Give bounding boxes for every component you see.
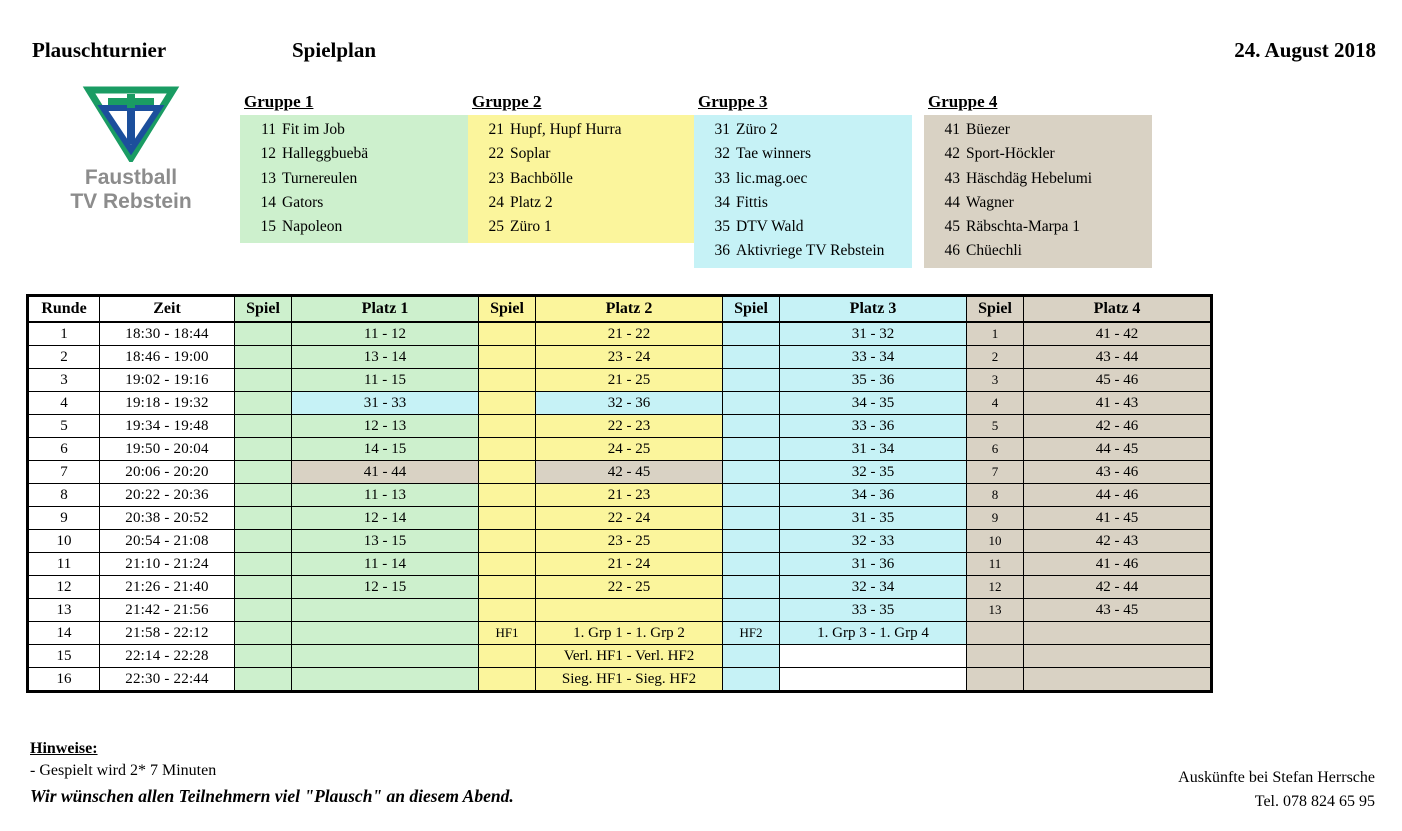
table-row bbox=[28, 599, 1212, 622]
cell-zeit: 19:18 - 19:32 bbox=[100, 392, 235, 415]
team-name: Hupf, Hupf Hurra bbox=[510, 121, 622, 138]
cell-spiel-1 bbox=[235, 668, 292, 692]
team-name: Halleggbuebä bbox=[282, 145, 369, 163]
cell-runde: 8 bbox=[28, 484, 100, 507]
team-name: Bachbölle bbox=[510, 169, 573, 187]
list-item bbox=[694, 118, 912, 142]
cell-platz-1 bbox=[292, 599, 479, 622]
col-header-platz-3: Platz 3 bbox=[780, 296, 967, 323]
club-name-line2: TV Rebstein bbox=[70, 189, 192, 213]
cell-spiel-2 bbox=[479, 668, 536, 692]
page-date: 24. August 2018 bbox=[1234, 38, 1376, 62]
notes-line: - Gespielt wird 2* 7 Minuten bbox=[30, 762, 217, 779]
cell-platz-3: 33 - 36 bbox=[780, 415, 967, 438]
cell-platz-1: 11 - 12 bbox=[292, 322, 479, 346]
table-row bbox=[28, 484, 1212, 507]
cell-spiel-1 bbox=[235, 322, 292, 346]
list-item bbox=[924, 167, 1152, 191]
page-title: Spielplan bbox=[292, 38, 377, 62]
cell-zeit: 22:14 - 22:28 bbox=[100, 645, 235, 668]
col-header-platz-1: Platz 1 bbox=[292, 296, 479, 323]
team-name: Züro 1 bbox=[510, 218, 552, 236]
team-number: 22 bbox=[488, 145, 504, 163]
contact-block bbox=[1178, 766, 1375, 814]
cell-platz-1: 12 - 15 bbox=[292, 576, 479, 599]
cell-runde: 11 bbox=[28, 553, 100, 576]
team-name: Platz 2 bbox=[510, 193, 553, 211]
cell-spiel-4: 6 bbox=[967, 438, 1024, 461]
team-number: 13 bbox=[260, 169, 276, 187]
cell-spiel-2 bbox=[479, 530, 536, 553]
cell-spiel-2 bbox=[479, 576, 536, 599]
table-row bbox=[28, 461, 1212, 484]
cell-spiel-2: HF1 bbox=[479, 622, 536, 645]
cell-platz-4 bbox=[1024, 668, 1212, 692]
schedule-body bbox=[28, 322, 1212, 692]
cell-spiel-3 bbox=[723, 438, 780, 461]
table-header-row bbox=[28, 296, 1212, 323]
cell-platz-3: 34 - 36 bbox=[780, 484, 967, 507]
team-name: Sport-Höckler bbox=[966, 145, 1055, 163]
team-name: lic.mag.oec bbox=[736, 169, 808, 187]
list-item bbox=[924, 142, 1152, 166]
list-item bbox=[924, 118, 1152, 142]
page-header bbox=[0, 38, 1402, 74]
cell-runde: 4 bbox=[28, 392, 100, 415]
table-row bbox=[28, 346, 1212, 369]
cell-runde: 2 bbox=[28, 346, 100, 369]
col-header-spiel-4: Spiel bbox=[967, 296, 1024, 323]
cell-platz-2: 21 - 25 bbox=[536, 369, 723, 392]
cell-spiel-2 bbox=[479, 392, 536, 415]
list-item bbox=[694, 191, 912, 215]
cell-platz-2 bbox=[536, 599, 723, 622]
cell-spiel-4: 4 bbox=[967, 392, 1024, 415]
group-1-title: Gruppe 1 bbox=[244, 92, 314, 111]
team-number: 34 bbox=[714, 193, 730, 211]
col-header-spiel-3: Spiel bbox=[723, 296, 780, 323]
list-item bbox=[468, 167, 696, 191]
col-header-platz-4: Platz 4 bbox=[1024, 296, 1212, 323]
cell-spiel-1 bbox=[235, 392, 292, 415]
cell-runde: 14 bbox=[28, 622, 100, 645]
cell-spiel-2 bbox=[479, 553, 536, 576]
list-item bbox=[694, 142, 912, 166]
cell-spiel-1 bbox=[235, 622, 292, 645]
team-number: 45 bbox=[944, 218, 960, 236]
team-name: Wagner bbox=[966, 193, 1014, 211]
club-logo bbox=[36, 84, 226, 213]
list-item bbox=[694, 167, 912, 191]
cell-spiel-3 bbox=[723, 553, 780, 576]
team-number: 36 bbox=[714, 242, 730, 260]
cell-spiel-4: 12 bbox=[967, 576, 1024, 599]
list-item bbox=[240, 191, 468, 215]
cell-platz-1 bbox=[292, 645, 479, 668]
team-number: 24 bbox=[488, 193, 504, 211]
schedule-head bbox=[28, 296, 1212, 323]
cell-spiel-3 bbox=[723, 668, 780, 692]
cell-spiel-1 bbox=[235, 576, 292, 599]
cell-platz-2: 1. Grp 1 - 1. Grp 2 bbox=[536, 622, 723, 645]
team-name: Fit im Job bbox=[282, 121, 345, 138]
list-item bbox=[240, 118, 468, 142]
cell-spiel-4: 2 bbox=[967, 346, 1024, 369]
cell-platz-2: 24 - 25 bbox=[536, 438, 723, 461]
cell-runde: 1 bbox=[28, 322, 100, 346]
cell-zeit: 19:02 - 19:16 bbox=[100, 369, 235, 392]
cell-platz-2: 22 - 23 bbox=[536, 415, 723, 438]
cell-platz-1: 13 - 15 bbox=[292, 530, 479, 553]
cell-runde: 16 bbox=[28, 668, 100, 692]
cell-platz-4: 41 - 42 bbox=[1024, 322, 1212, 346]
cell-spiel-4: 1 bbox=[967, 322, 1024, 346]
cell-spiel-1 bbox=[235, 438, 292, 461]
cell-platz-3 bbox=[780, 645, 967, 668]
cell-platz-3: 1. Grp 3 - 1. Grp 4 bbox=[780, 622, 967, 645]
team-number: 14 bbox=[260, 193, 276, 211]
cell-spiel-1 bbox=[235, 369, 292, 392]
cell-platz-1: 31 - 33 bbox=[292, 392, 479, 415]
team-number: 12 bbox=[260, 145, 276, 163]
cell-spiel-2 bbox=[479, 461, 536, 484]
cell-platz-4: 42 - 43 bbox=[1024, 530, 1212, 553]
cell-spiel-1 bbox=[235, 346, 292, 369]
cell-platz-4: 45 - 46 bbox=[1024, 369, 1212, 392]
cell-platz-3: 32 - 35 bbox=[780, 461, 967, 484]
table-row bbox=[28, 645, 1212, 668]
team-name: Büezer bbox=[966, 121, 1010, 138]
schedule-table bbox=[26, 294, 1213, 693]
cell-platz-1: 12 - 13 bbox=[292, 415, 479, 438]
team-number: 25 bbox=[488, 218, 504, 236]
cell-platz-2: 22 - 24 bbox=[536, 507, 723, 530]
contact-phone: Tel. 078 824 65 95 bbox=[1254, 793, 1375, 810]
cell-runde: 13 bbox=[28, 599, 100, 622]
cell-spiel-1 bbox=[235, 415, 292, 438]
cell-platz-1: 11 - 13 bbox=[292, 484, 479, 507]
col-header-spiel-2: Spiel bbox=[479, 296, 536, 323]
cell-zeit: 19:50 - 20:04 bbox=[100, 438, 235, 461]
col-header-spiel-1: Spiel bbox=[235, 296, 292, 323]
list-item bbox=[240, 215, 468, 239]
cell-spiel-4: 7 bbox=[967, 461, 1024, 484]
cell-spiel-3 bbox=[723, 576, 780, 599]
cell-platz-1 bbox=[292, 622, 479, 645]
cell-platz-2: 32 - 36 bbox=[536, 392, 723, 415]
cell-zeit: 21:42 - 21:56 bbox=[100, 599, 235, 622]
group-1 bbox=[240, 92, 468, 243]
cell-spiel-3 bbox=[723, 322, 780, 346]
group-2-title: Gruppe 2 bbox=[472, 92, 542, 111]
cell-spiel-4: 9 bbox=[967, 507, 1024, 530]
cell-spiel-2 bbox=[479, 369, 536, 392]
cell-platz-3: 35 - 36 bbox=[780, 369, 967, 392]
team-name: Züro 2 bbox=[736, 121, 778, 138]
col-header-runde: Runde bbox=[28, 296, 100, 323]
cell-spiel-3 bbox=[723, 392, 780, 415]
cell-platz-2: 23 - 25 bbox=[536, 530, 723, 553]
table-row bbox=[28, 438, 1212, 461]
group-4 bbox=[924, 92, 1152, 268]
cell-platz-3: 32 - 33 bbox=[780, 530, 967, 553]
team-number: 44 bbox=[944, 193, 960, 211]
cell-zeit: 18:46 - 19:00 bbox=[100, 346, 235, 369]
table-row bbox=[28, 576, 1212, 599]
cell-spiel-2 bbox=[479, 346, 536, 369]
cell-platz-2: 23 - 24 bbox=[536, 346, 723, 369]
cell-spiel-2 bbox=[479, 645, 536, 668]
cell-runde: 15 bbox=[28, 645, 100, 668]
cell-spiel-2 bbox=[479, 438, 536, 461]
list-item bbox=[694, 215, 912, 239]
cell-platz-4: 42 - 46 bbox=[1024, 415, 1212, 438]
table-row bbox=[28, 415, 1212, 438]
cell-runde: 9 bbox=[28, 507, 100, 530]
table-row bbox=[28, 369, 1212, 392]
cell-platz-4 bbox=[1024, 645, 1212, 668]
list-item bbox=[694, 239, 912, 263]
team-number: 23 bbox=[488, 169, 504, 187]
table-row bbox=[28, 392, 1212, 415]
list-item bbox=[468, 142, 696, 166]
cell-zeit: 20:06 - 20:20 bbox=[100, 461, 235, 484]
cell-runde: 3 bbox=[28, 369, 100, 392]
cell-spiel-1 bbox=[235, 553, 292, 576]
group-3 bbox=[694, 92, 922, 268]
cell-platz-4 bbox=[1024, 622, 1212, 645]
group-2 bbox=[468, 92, 696, 243]
club-name bbox=[36, 166, 226, 213]
team-number: 32 bbox=[714, 145, 730, 163]
cell-spiel-1 bbox=[235, 645, 292, 668]
cell-zeit: 21:26 - 21:40 bbox=[100, 576, 235, 599]
cell-spiel-1 bbox=[235, 484, 292, 507]
cell-runde: 5 bbox=[28, 415, 100, 438]
cell-zeit: 20:54 - 21:08 bbox=[100, 530, 235, 553]
cell-spiel-3 bbox=[723, 484, 780, 507]
group-1-list bbox=[240, 115, 468, 243]
table-row bbox=[28, 322, 1212, 346]
cell-platz-2: 21 - 24 bbox=[536, 553, 723, 576]
cell-spiel-4: 5 bbox=[967, 415, 1024, 438]
cell-spiel-4: 13 bbox=[967, 599, 1024, 622]
cell-spiel-4: 3 bbox=[967, 369, 1024, 392]
cell-runde: 10 bbox=[28, 530, 100, 553]
cell-platz-1: 14 - 15 bbox=[292, 438, 479, 461]
team-number: 42 bbox=[944, 145, 960, 163]
cell-spiel-4 bbox=[967, 645, 1024, 668]
cell-platz-4: 44 - 45 bbox=[1024, 438, 1212, 461]
cell-spiel-1 bbox=[235, 599, 292, 622]
list-item bbox=[924, 239, 1152, 263]
cell-spiel-3 bbox=[723, 369, 780, 392]
cell-platz-2: 21 - 22 bbox=[536, 322, 723, 346]
table-row bbox=[28, 668, 1212, 692]
cell-platz-1: 11 - 14 bbox=[292, 553, 479, 576]
list-item bbox=[468, 118, 696, 142]
cell-spiel-2 bbox=[479, 415, 536, 438]
cell-platz-4: 43 - 46 bbox=[1024, 461, 1212, 484]
team-number: 21 bbox=[488, 121, 504, 138]
team-number: 41 bbox=[944, 121, 960, 138]
cell-platz-4: 43 - 45 bbox=[1024, 599, 1212, 622]
table-row bbox=[28, 507, 1212, 530]
cell-platz-2: Sieg. HF1 - Sieg. HF2 bbox=[536, 668, 723, 692]
team-number: 46 bbox=[944, 242, 960, 260]
team-number: 43 bbox=[944, 169, 960, 187]
team-name: Aktivriege TV Rebstein bbox=[736, 242, 885, 260]
cell-zeit: 20:22 - 20:36 bbox=[100, 484, 235, 507]
cell-zeit: 21:58 - 22:12 bbox=[100, 622, 235, 645]
cell-spiel-3: HF2 bbox=[723, 622, 780, 645]
cell-platz-1: 41 - 44 bbox=[292, 461, 479, 484]
cell-runde: 12 bbox=[28, 576, 100, 599]
list-item bbox=[468, 215, 696, 239]
cell-platz-4: 41 - 46 bbox=[1024, 553, 1212, 576]
team-number: 11 bbox=[261, 121, 276, 138]
faustball-logo-icon bbox=[81, 84, 181, 162]
group-4-list bbox=[924, 115, 1152, 268]
cell-platz-3: 33 - 35 bbox=[780, 599, 967, 622]
table-row bbox=[28, 553, 1212, 576]
cell-zeit: 22:30 - 22:44 bbox=[100, 668, 235, 692]
cell-spiel-2 bbox=[479, 322, 536, 346]
cell-spiel-1 bbox=[235, 507, 292, 530]
team-name: Turnereulen bbox=[282, 169, 358, 187]
cell-spiel-3 bbox=[723, 530, 780, 553]
team-name: DTV Wald bbox=[736, 218, 804, 236]
cell-platz-3: 31 - 32 bbox=[780, 322, 967, 346]
team-name: Napoleon bbox=[282, 218, 343, 236]
wish-line: Wir wünschen allen Teilnehmern viel "Plausch" an diesem Abend. bbox=[30, 786, 514, 806]
cell-platz-4: 41 - 43 bbox=[1024, 392, 1212, 415]
cell-platz-4: 44 - 46 bbox=[1024, 484, 1212, 507]
cell-platz-3: 34 - 35 bbox=[780, 392, 967, 415]
list-item bbox=[468, 191, 696, 215]
cell-platz-4: 42 - 44 bbox=[1024, 576, 1212, 599]
team-name: Soplar bbox=[510, 145, 551, 163]
cell-platz-3: 32 - 34 bbox=[780, 576, 967, 599]
cell-zeit: 19:34 - 19:48 bbox=[100, 415, 235, 438]
cell-spiel-4 bbox=[967, 668, 1024, 692]
cell-platz-2: Verl. HF1 - Verl. HF2 bbox=[536, 645, 723, 668]
cell-platz-3: 33 - 34 bbox=[780, 346, 967, 369]
cell-platz-2: 22 - 25 bbox=[536, 576, 723, 599]
group-3-title: Gruppe 3 bbox=[698, 92, 768, 111]
cell-spiel-3 bbox=[723, 461, 780, 484]
cell-zeit: 18:30 - 18:44 bbox=[100, 322, 235, 346]
cell-platz-4: 43 - 44 bbox=[1024, 346, 1212, 369]
team-name: Häschdäg Hebelumi bbox=[966, 169, 1093, 187]
cell-platz-1: 12 - 14 bbox=[292, 507, 479, 530]
cell-runde: 6 bbox=[28, 438, 100, 461]
team-name: Chüechli bbox=[966, 242, 1022, 260]
page-title-left: Plauschturnier bbox=[32, 38, 167, 62]
table-row bbox=[28, 622, 1212, 645]
cell-spiel-3 bbox=[723, 645, 780, 668]
cell-spiel-1 bbox=[235, 461, 292, 484]
cell-zeit: 20:38 - 20:52 bbox=[100, 507, 235, 530]
cell-spiel-2 bbox=[479, 507, 536, 530]
cell-zeit: 21:10 - 21:24 bbox=[100, 553, 235, 576]
team-name: Fittis bbox=[736, 193, 768, 211]
cell-spiel-4 bbox=[967, 622, 1024, 645]
cell-runde: 7 bbox=[28, 461, 100, 484]
cell-platz-3 bbox=[780, 668, 967, 692]
contact-name: Auskünfte bei Stefan Herrsche bbox=[1178, 769, 1375, 786]
notes-title: Hinweise: bbox=[30, 740, 98, 757]
club-name-line1: Faustball bbox=[84, 166, 178, 189]
cell-platz-1 bbox=[292, 668, 479, 692]
list-item bbox=[240, 142, 468, 166]
group-4-title: Gruppe 4 bbox=[928, 92, 998, 111]
cell-spiel-2 bbox=[479, 599, 536, 622]
cell-spiel-4: 11 bbox=[967, 553, 1024, 576]
cell-platz-3: 31 - 36 bbox=[780, 553, 967, 576]
team-name: Räbschta-Marpa 1 bbox=[966, 218, 1081, 236]
cell-spiel-4: 10 bbox=[967, 530, 1024, 553]
cell-platz-3: 31 - 34 bbox=[780, 438, 967, 461]
cell-spiel-4: 8 bbox=[967, 484, 1024, 507]
cell-spiel-3 bbox=[723, 507, 780, 530]
group-2-list bbox=[468, 115, 696, 243]
cell-spiel-2 bbox=[479, 484, 536, 507]
team-number: 31 bbox=[714, 121, 730, 138]
cell-platz-2: 21 - 23 bbox=[536, 484, 723, 507]
cell-spiel-3 bbox=[723, 599, 780, 622]
page-footer bbox=[30, 740, 1375, 810]
cell-platz-2: 42 - 45 bbox=[536, 461, 723, 484]
col-header-platz-2: Platz 2 bbox=[536, 296, 723, 323]
col-header-zeit: Zeit bbox=[100, 296, 235, 323]
cell-spiel-3 bbox=[723, 346, 780, 369]
cell-platz-1: 13 - 14 bbox=[292, 346, 479, 369]
team-name: Tae winners bbox=[736, 145, 812, 163]
team-number: 15 bbox=[260, 218, 276, 236]
team-number: 35 bbox=[714, 218, 730, 236]
cell-spiel-3 bbox=[723, 415, 780, 438]
cell-platz-3: 31 - 35 bbox=[780, 507, 967, 530]
cell-platz-4: 41 - 45 bbox=[1024, 507, 1212, 530]
group-3-list bbox=[694, 115, 912, 268]
team-name: Gators bbox=[282, 193, 324, 211]
list-item bbox=[240, 167, 468, 191]
cell-spiel-1 bbox=[235, 530, 292, 553]
list-item bbox=[924, 215, 1152, 239]
table-row bbox=[28, 530, 1212, 553]
cell-platz-1: 11 - 15 bbox=[292, 369, 479, 392]
team-number: 33 bbox=[714, 169, 730, 187]
list-item bbox=[924, 191, 1152, 215]
